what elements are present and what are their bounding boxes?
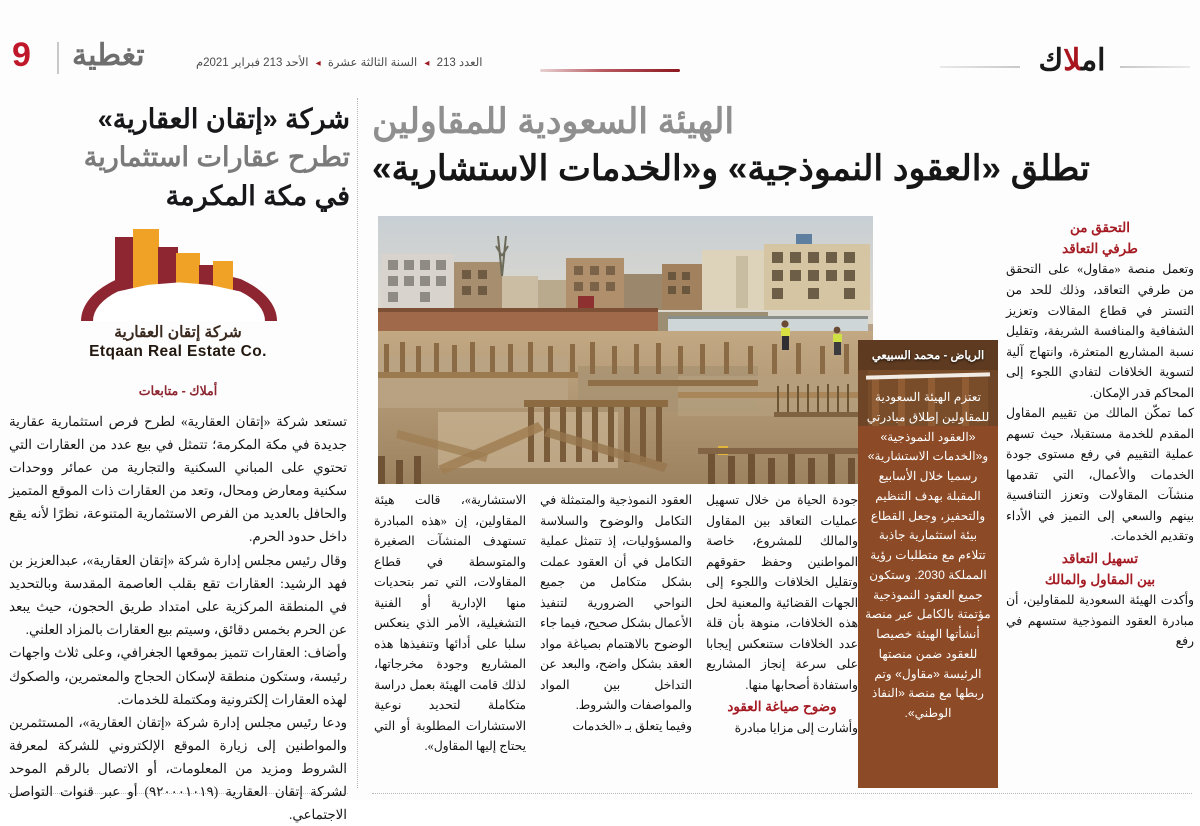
etqaan-building-1 [115, 237, 135, 291]
main-headline-line-2: تطلق «العقود النموذجية» و«الخدمات الاستشارية» [372, 148, 1090, 188]
main-headline-line-1: الهيئة السعودية للمقاولين [372, 102, 735, 141]
etqaan-building-2 [133, 229, 159, 291]
masthead-meta [196, 55, 536, 69]
left-headline-line-2: تطرح عقارات استثمارية [83, 142, 350, 173]
left-sidebar-article [6, 100, 350, 823]
subhead-facilitation-line-2: بين المقاول والمالك [1044, 572, 1156, 588]
masthead-issue: العدد 213 [436, 57, 483, 69]
right-paragraph: وتعمل منصة «مقاول» على التحقق من طرفي التعاقد، وذلك للحد من التستر في قطاع المقالات وتعزيز الشفافية والمنافسة الشريفة، وتقليل نسبة المشاريع المتعثرة، وانتهاج آلية لتسوية الخلافات لتفادي اللجوء إلى المحاكم قدر الإمكان. [1006, 262, 1194, 400]
subhead-verification-line-2: طرفي التعاقد [1062, 241, 1138, 257]
etqaan-logo-artwork [63, 237, 293, 321]
column-separator [357, 98, 358, 788]
etqaan-name-english: Etqaan Real Estate Co. [89, 342, 267, 360]
etqaan-name-arabic: شركة إتقان العقارية [114, 323, 242, 341]
meta-separator-icon: ◂ [315, 58, 321, 69]
body-paragraph: وفيما يتعلق بـ «الخدمات [572, 718, 692, 733]
caption-byline: الرياض - محمد السبيعي [871, 350, 985, 362]
body-paragraph: الاستشارية»، قالت هيئة المقاولين، إن «هذه المبادرة تستهدف المنشآت الصغيرة والمتوسطة في قطاع المقاولات، التي تمر بتحديات منها الإدارية أو الفنية التشغيلية، الأمر الذي ينعكس سلبا على أدائها وتنفيذها هذه المشاريع وجودة مخرجاتها، لذلك قامت الهيئة بعمل دراسة متكاملة لتحديد نوعية الاستشارات المطلوبة أو التي يحتاج إليها المقاول». [374, 493, 526, 754]
footer-rule-right [372, 793, 1192, 794]
left-headline-line-1: شركة «إتقان العقارية» [97, 104, 350, 134]
left-headline-line-3: في مكة المكرمة [165, 180, 350, 211]
article-caption-box [858, 340, 998, 788]
right-sidebar-column [1006, 216, 1194, 788]
left-article-headline [6, 100, 350, 215]
amlak-logo-text: املاك [1038, 44, 1106, 77]
amlak-logo [1018, 42, 1126, 82]
left-paragraph: وقال رئيس مجلس إدارة شركة «إتقان العقارية»، عبدالعزيز بن فهد الرشيد: العقارات تقع بقلب العاصمة المقدسة وبالتحديد في المنطقة المركزية على امتداد طريق الحجون، حيث يبعد عن الحرم بخمس دقائق، وسيتم بيع العقارات بالمزاد العلني. [9, 552, 347, 637]
masthead [0, 0, 1200, 92]
left-paragraph: ودعا رئيس مجلس إدارة شركة «إتقان العقارية»، المستثمرين والمواطنين إلى زيارة الموقع الإلكتروني للشركة لمعرفة الشروط ومزيد من المعلومات، أو الاتصال بالرقم الموحد لشركة إتقان العقارية (٩٢٠٠٠١٠١٩) أو عبر قنوات التواصل الاجتماعي. [9, 715, 347, 823]
right-column-text-continued [1006, 590, 1194, 652]
masthead-divider [57, 42, 59, 74]
left-article-body [6, 410, 350, 826]
photo-graphic [378, 216, 873, 484]
body-column-left [374, 490, 526, 757]
caption-body-text: تعتزم الهيئة السعودية للمقاولين إطلاق مبادرتي «العقود النموذجية» و«الخدمات الاستشارية» رسميا خلال الأسابيع المقبلة بهدف التنظيم والتحفيز، وجعل القطاع بيئة استثمارية جاذبة تتلاءم مع متطلبات رؤية المملكة 2030. وستكون جميع العقود النموذجية مؤتمتة بالكامل عبر منصة أنشأتها الهيئة خصيصا للعقود ضمن منصتها الرئيسة «مقاول» وتم ربطها مع منصة «النفاذ الوطني». [865, 390, 991, 721]
body-column-right [706, 490, 858, 738]
body-paragraph: جودة الحياة من خلال تسهيل عمليات التعاقد بين المقاول والمالك للمشروع، خاصة المواطنين وحفظ حقوقهم وتقليل الخلافات واللجوء إلى الجهات القضائية والمعنية لحل هذه الخلافات، منوهة بأن قلة عدد الخلافات ستنعكس إيجابا على سرعة إنجاز المشاريع واستفادة أصحابها منها. [706, 493, 858, 692]
left-paragraph: تستعد شركة «إتقان العقارية» لطرح فرص استثمارية عقارية جديدة في مكة المكرمة؛ تتمثل في بيع عدد من العقارات التي تحتوي على المباني السكنية والتجارية من عمائر ووحدات سكنية ومعارض ومحال، وتعد من العقارات ذات الموقع المتميز والحافل بالعديد من الفرص الاستثمارية المتنوعة، نظرًا لأنه يقع داخل حدود الحرم. [9, 413, 347, 545]
masthead-rule-right-gray [1120, 66, 1190, 68]
right-paragraph: وأكدت الهيئة السعودية للمقاولين، أن مبادرة العقود النموذجية ستسهم في رفع [1006, 593, 1194, 649]
construction-site-photo [378, 216, 873, 484]
body-paragraph: العقود النموذجية والمتمثلة في التكامل والوضوح والسلاسة والمسؤوليات، إذ تتمثل عملية التكامل في أن العقود عملت بشكل متكامل من جميع النواحي الضرورية لتنفيذ الأعمال بشكل صحيح، فيما جاء الوضوح بالاهتمام بصياغة مواد العقد بشكل واضح، والبعد عن التداخل بين المواد والمواصفات والشروط. [540, 493, 692, 713]
left-paragraph: وأضاف: العقارات تتميز بموقعها الجغرافي، وعلى ثلاث واجهات رئيسة، وستكون منطقة لإسكان الحجاج والمعتمرين، والصكوك لهذه العقارات إلكترونية ومكتملة للخدمات. [9, 645, 347, 707]
meta-separator-icon: ◂ [424, 58, 430, 69]
subhead-facilitation-line-1: تسهيل التعاقد [1061, 550, 1139, 566]
masthead-rule-red [540, 69, 680, 72]
masthead-date: الأحد 213 فبراير 2021م [196, 57, 309, 69]
masthead-year: السنة الثالثة عشرة [327, 57, 418, 69]
body-paragraph: وأشارت إلى مزايا مبادرة [734, 720, 858, 735]
body-column-middle [540, 490, 692, 736]
subhead-contract-clarity: وضوح صياغة العقود [727, 699, 837, 715]
main-body-columns [372, 490, 862, 790]
etqaan-company-logo [6, 237, 350, 369]
section-label: تغطية [72, 39, 145, 72]
page-number: 9 [12, 36, 30, 74]
right-paragraph: كما تمكّن المالك من تقييم المقاول المقدم للخدمة مستقبلا، حيث تسهم عملية التقييم في رفع مستوى جودة الخدمات والأعمال، التي تقدمها منشآت المقاولات وتعزز التنافسية بينهم والسعي إلى التميز في الأداء وتقديم الخدمات. [1006, 406, 1194, 544]
masthead-rule-left-gray [940, 66, 1020, 68]
main-article-headline [372, 100, 1192, 191]
subhead-verification-line-1: التحقق من [1070, 220, 1130, 235]
right-column-text [1006, 259, 1194, 546]
left-article-byline: أملاك - متابعات [138, 383, 218, 398]
